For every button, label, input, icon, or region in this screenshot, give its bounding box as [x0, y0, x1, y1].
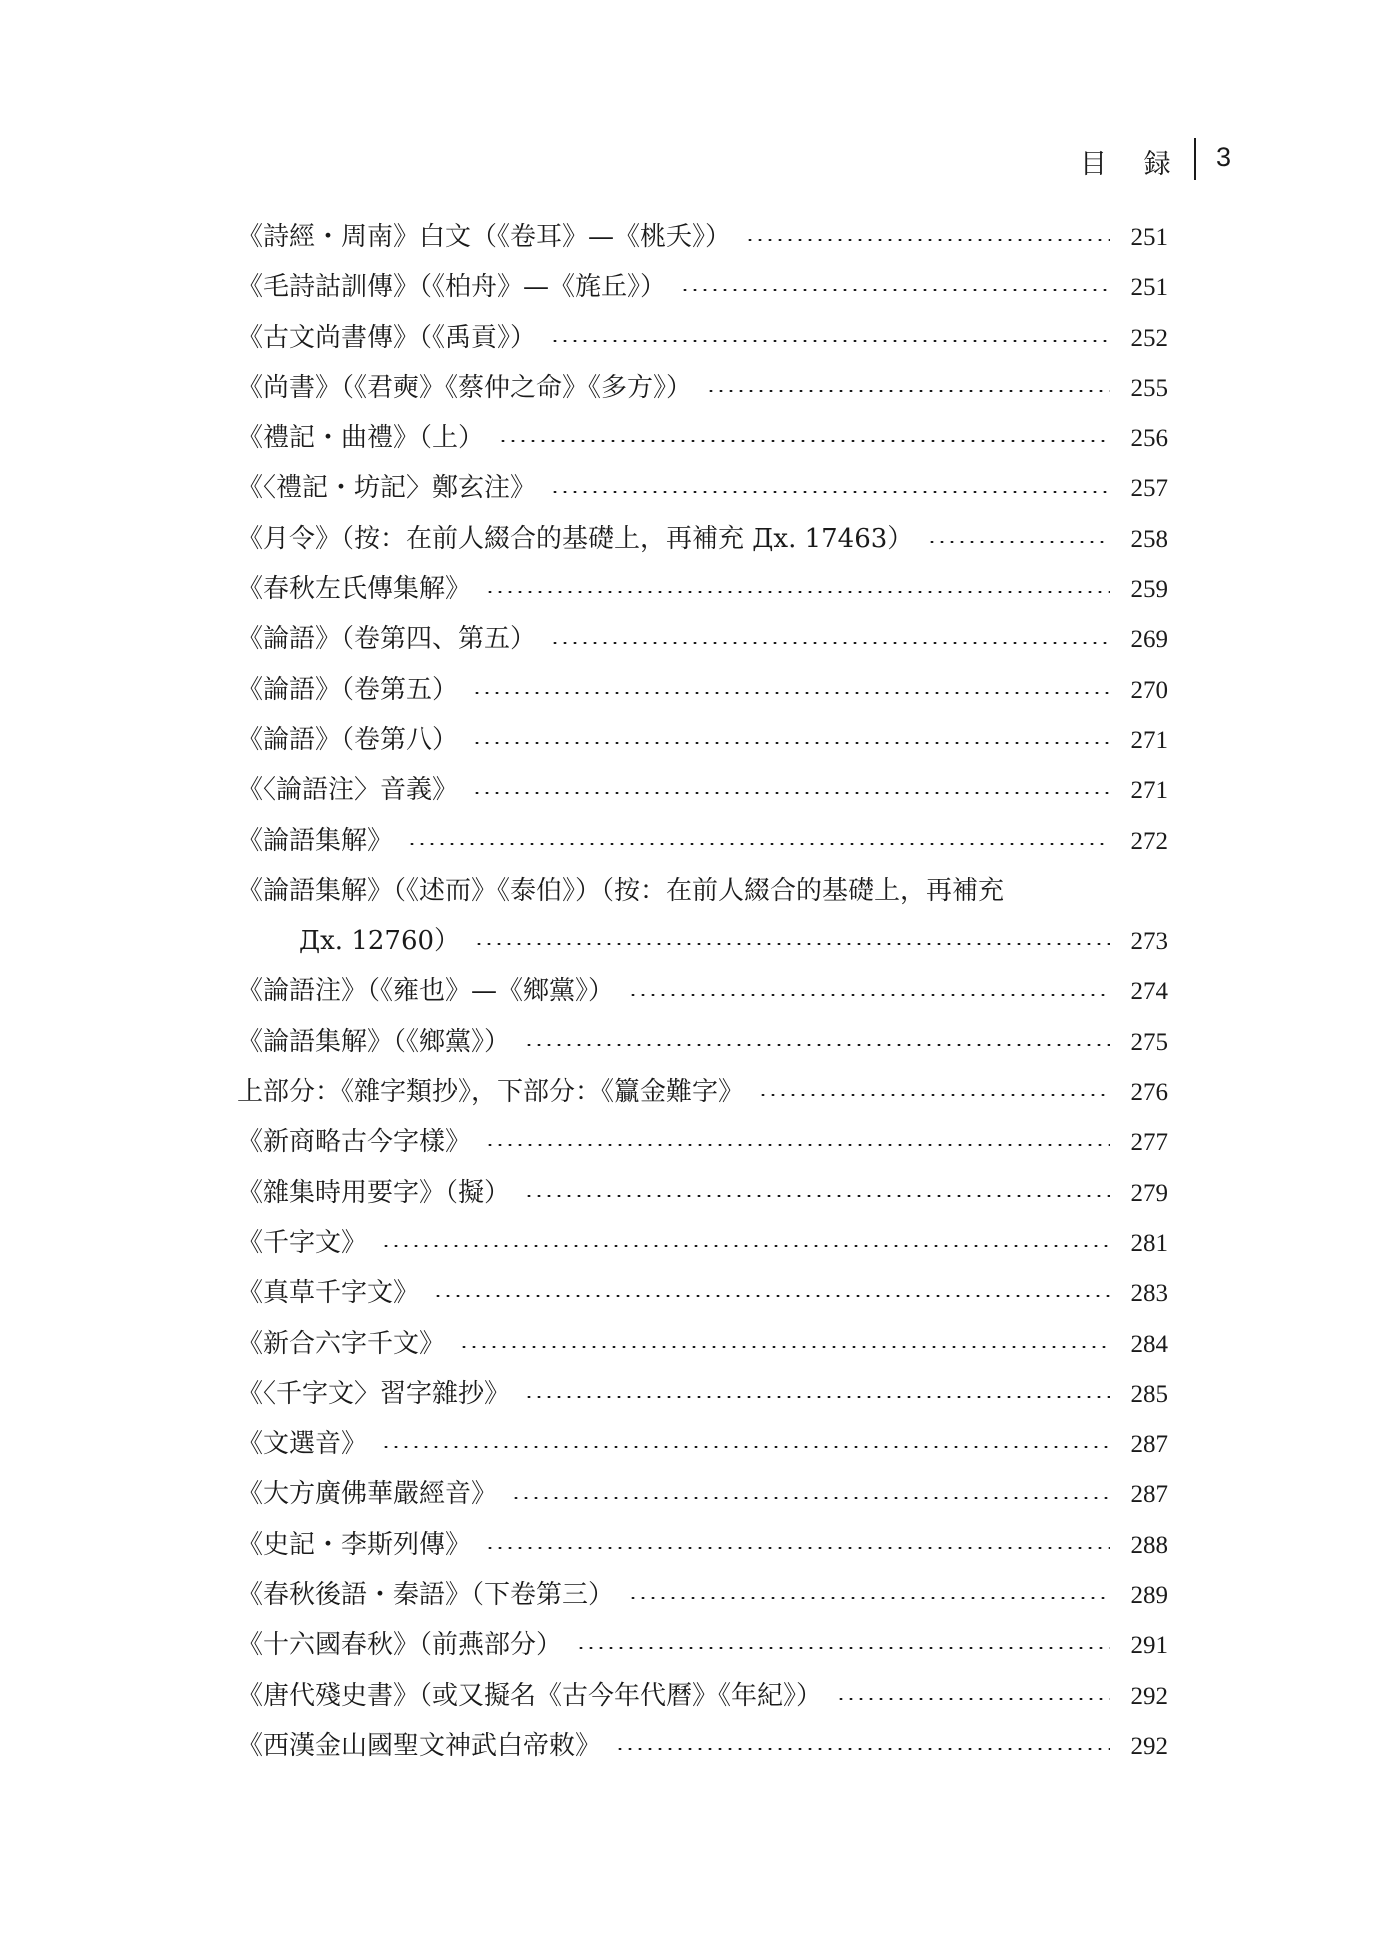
dot-leader [472, 692, 1110, 694]
toc-entry [237, 262, 1168, 312]
toc-entry [237, 1671, 1168, 1721]
toc-entry-page: 251 [1130, 224, 1168, 251]
toc-entry [237, 463, 1168, 513]
toc-entry [237, 966, 1168, 1016]
toc-entry [237, 1369, 1168, 1419]
toc-entry-title-continued: Дх. 12760） [299, 926, 461, 957]
toc-entry [237, 212, 1168, 262]
dot-leader [524, 1195, 1110, 1197]
toc-entry-page: 259 [1130, 576, 1168, 604]
toc-entry-page: 283 [1130, 1280, 1168, 1308]
toc-entry [237, 765, 1168, 815]
toc-entry-title: 《論語集解》 [237, 825, 394, 856]
toc-entry-page: 287 [1130, 1481, 1168, 1509]
toc-entry [237, 1570, 1168, 1620]
toc-entry-page: 288 [1130, 1531, 1168, 1559]
toc-entry [237, 1620, 1168, 1670]
toc-entry [237, 1218, 1168, 1268]
dot-leader [474, 943, 1110, 945]
dot-leader [498, 440, 1110, 442]
toc-entry-title: 《十六國春秋》（前燕部分） [237, 1630, 563, 1661]
toc-entry-page: 271 [1130, 777, 1168, 805]
toc-entry-page: 277 [1130, 1129, 1168, 1157]
toc-entry-page: 273 [1130, 928, 1168, 956]
toc-entry-title: 《雜集時用要字》（擬） [237, 1177, 511, 1208]
toc-entry-page: 285 [1130, 1380, 1168, 1408]
toc-entry-title: 《〈禮記・坊記〉鄭玄注》 [237, 473, 537, 504]
toc-entry [237, 816, 1168, 866]
toc-entry [237, 1067, 1168, 1117]
dot-leader [628, 1597, 1110, 1599]
dot-leader [459, 1346, 1110, 1348]
dot-leader [576, 1647, 1110, 1649]
dot-leader [511, 1497, 1110, 1499]
dot-leader [745, 239, 1110, 241]
dot-leader [550, 340, 1110, 342]
toc-entry [237, 514, 1168, 564]
dot-leader [472, 792, 1110, 794]
dot-leader [524, 1396, 1110, 1398]
dot-leader [485, 1144, 1110, 1146]
toc-entry-title: 《唐代殘史書》（或又擬名《古今年代曆》《年紀》） [237, 1680, 823, 1711]
toc-entry-title: 《論語集解》（《述而》《泰伯》）（按：在前人綴合的基礎上，再補充 [237, 875, 1005, 906]
toc-entry-title: 《大方廣佛華嚴經音》 [237, 1479, 498, 1510]
dot-leader [836, 1698, 1110, 1700]
toc-entry-title: 《古文尚書傳》（《禹貢》） [237, 322, 537, 353]
toc-entry-page: 271 [1130, 726, 1168, 754]
toc-entry-title: 《詩經・周南》白文（《卷耳》—《桃夭》） [237, 222, 732, 252]
toc-entry [237, 1319, 1168, 1369]
toc-entry [237, 1117, 1168, 1167]
toc-entry-page: 269 [1130, 626, 1168, 654]
dot-leader [407, 843, 1110, 845]
dot-leader [485, 1547, 1110, 1549]
toc-entry-page: 291 [1130, 1632, 1168, 1660]
toc-entry [237, 866, 1168, 916]
toc-entry-title: 《論語》（卷第八） [237, 724, 459, 755]
toc-entry-page: 276 [1130, 1079, 1168, 1107]
toc-entry-page: 292 [1130, 1682, 1168, 1710]
toc-entry-page: 270 [1130, 676, 1168, 704]
toc-entry-title: 《春秋左氏傳集解》 [237, 574, 472, 605]
toc-entry-title: 《月令》（按：在前人綴合的基礎上，再補充 Дх. 17463） [237, 523, 914, 554]
toc-entry [237, 1268, 1168, 1318]
toc-entry [237, 665, 1168, 715]
toc-entry [237, 715, 1168, 765]
running-head-divider [1194, 138, 1196, 180]
toc-entry-page: 284 [1130, 1330, 1168, 1358]
dot-leader [706, 390, 1110, 392]
toc-entry-page: 256 [1130, 425, 1168, 453]
dot-leader [381, 1245, 1110, 1247]
toc-entry-page: 279 [1130, 1179, 1168, 1207]
toc-entry [237, 413, 1168, 463]
dot-leader [433, 1295, 1110, 1297]
dot-leader [524, 1044, 1110, 1046]
toc-entry-page: 281 [1130, 1229, 1168, 1257]
toc-entry-page: 275 [1130, 1028, 1168, 1056]
toc-entry-title: 《〈論語注〉音義》 [237, 775, 459, 806]
toc-entry-page: 274 [1130, 978, 1168, 1006]
running-head-title: 目 録 [1080, 149, 1185, 180]
toc-entry-title: 《禮記・曲禮》（上） [237, 423, 485, 454]
toc-entry-page: 289 [1130, 1582, 1168, 1610]
toc-entry [237, 564, 1168, 614]
dot-leader [680, 289, 1110, 291]
toc-entry [237, 1520, 1168, 1570]
toc-entry [237, 1469, 1168, 1519]
dot-leader [485, 591, 1110, 593]
toc-entry-page: 255 [1130, 374, 1168, 402]
toc-entry-page: 287 [1130, 1431, 1168, 1459]
toc-entry-page: 292 [1130, 1732, 1168, 1760]
toc-entry-page: 252 [1130, 324, 1168, 352]
toc-entry [237, 614, 1168, 664]
toc-entry [237, 363, 1168, 413]
dot-leader [758, 1094, 1110, 1096]
toc-entry-title: 《論語注》（《雍也》—《鄉黨》） [237, 976, 615, 1007]
toc-entry [237, 1419, 1168, 1469]
toc-entry-title: 《論語》（卷第四、第五） [237, 624, 537, 655]
toc-entry-title: 《論語集解》（《鄉黨》） [237, 1026, 511, 1057]
dot-leader [550, 491, 1110, 493]
dot-leader [628, 994, 1110, 996]
table-of-contents [237, 212, 1168, 1771]
toc-entry [237, 1721, 1168, 1771]
toc-entry-title: 《文選音》 [237, 1429, 368, 1460]
toc-entry-title: 《尚書》（《君奭》《蔡仲之命》《多方》） [237, 372, 693, 403]
toc-entry-title: 《論語》（卷第五） [237, 674, 459, 705]
running-head [1040, 138, 1250, 184]
toc-entry-page: 257 [1130, 475, 1168, 503]
page-number: 3 [1216, 142, 1232, 172]
toc-entry-title: 《〈千字文〉習字雜抄》 [237, 1378, 511, 1409]
toc-entry-title: 《真草千字文》 [237, 1278, 420, 1309]
toc-entry-title: 《春秋後語・秦語》（下卷第三） [237, 1580, 615, 1611]
toc-entry-title: 《西漢金山國聖文神武白帝敕》 [237, 1730, 602, 1761]
toc-entry-title: 上部分：《雜字類抄》，下部分：《籯金難字》 [237, 1077, 745, 1108]
toc-entry-continuation [237, 916, 1168, 966]
toc-entry [237, 313, 1168, 363]
toc-entry-title: 《新合六字千文》 [237, 1328, 446, 1359]
toc-entry-page: 272 [1130, 827, 1168, 855]
toc-entry-page: 258 [1130, 525, 1168, 553]
dot-leader [472, 742, 1110, 744]
dot-leader [381, 1446, 1110, 1448]
toc-entry-title: 《史記・李斯列傳》 [237, 1529, 472, 1560]
toc-entry-title: 《千字文》 [237, 1227, 368, 1258]
dot-leader [615, 1748, 1110, 1750]
dot-leader [927, 541, 1110, 543]
dot-leader [550, 642, 1110, 644]
toc-entry [237, 1017, 1168, 1067]
toc-entry [237, 1168, 1168, 1218]
toc-entry-title: 《新商略古今字樣》 [237, 1127, 472, 1158]
toc-entry-title: 《毛詩詁訓傳》（《柏舟》—《旄丘》） [237, 272, 667, 303]
toc-entry-page: 251 [1130, 274, 1168, 302]
